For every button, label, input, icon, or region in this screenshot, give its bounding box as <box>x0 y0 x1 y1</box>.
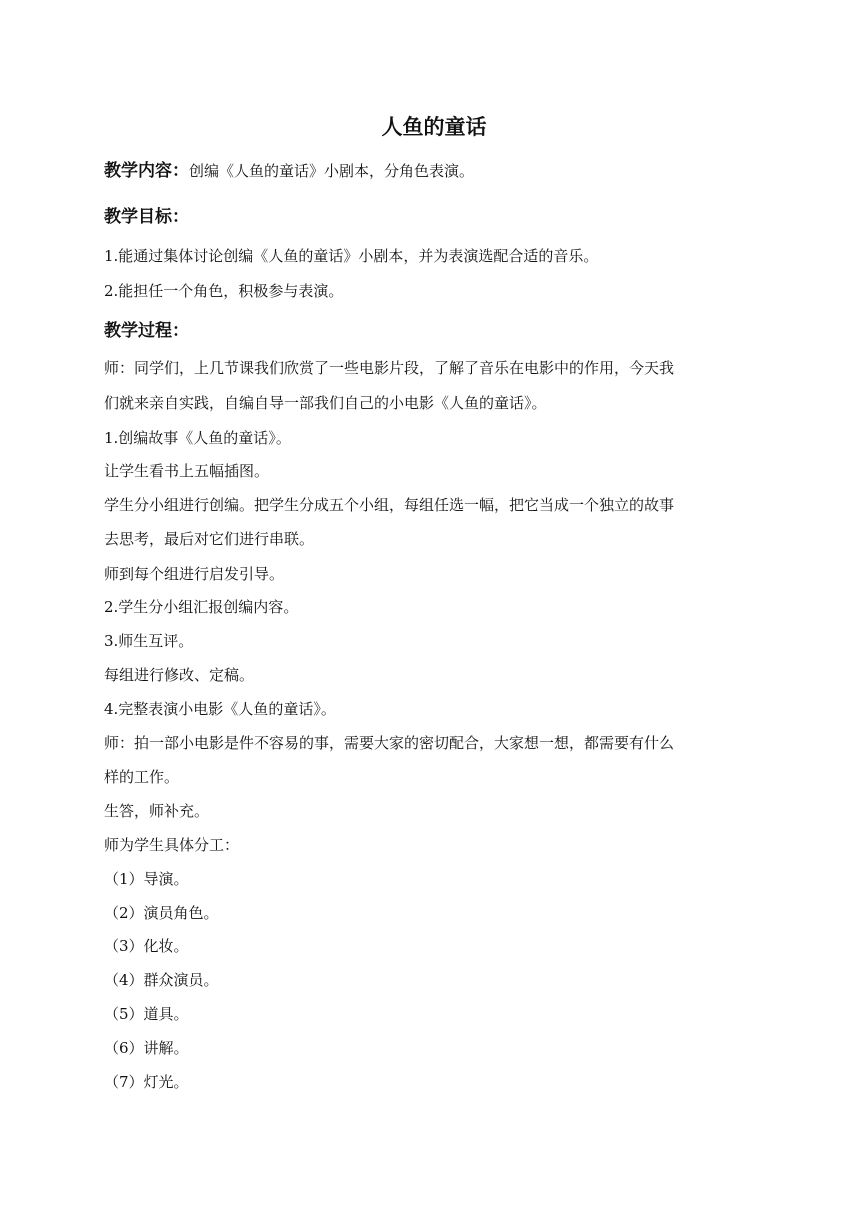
role-item: （2）演员角色。 <box>104 904 219 922</box>
role-item: （4）群众演员。 <box>104 971 219 989</box>
role-item: （3）化妆。 <box>104 937 189 955</box>
page-title: 人鱼的童话 <box>381 115 487 139</box>
process-line: 生答，师补充。 <box>104 802 210 820</box>
goal-item: 2.能担任一个角色，积极参与表演。 <box>104 282 344 300</box>
process-line: 每组进行修改、定稿。 <box>104 666 255 684</box>
process-line: 师：同学们，上几节课我们欣赏了一些电影片段，了解了音乐在电影中的作用，今天我 <box>104 359 675 377</box>
process-line: 1.创编故事《人鱼的童话》。 <box>104 429 291 447</box>
role-item: （5）道具。 <box>104 1005 189 1023</box>
process-line: 4.完整表演小电影《人鱼的童话》。 <box>104 700 336 718</box>
process-line: 师为学生具体分工： <box>104 836 240 854</box>
process-line: 去思考，最后对它们进行串联。 <box>104 530 315 548</box>
role-item: （6）讲解。 <box>104 1039 189 1057</box>
process-line: 师：拍一部小电影是件不容易的事，需要大家的密切配合，大家想一想，都需要有什么 <box>104 734 675 752</box>
role-item: （1）导演。 <box>104 870 189 888</box>
teaching-goals-heading: 教学目标： <box>104 207 189 227</box>
teaching-content-text: 创编《人鱼的童话》小剧本，分角色表演。 <box>189 162 475 180</box>
process-line: 3.师生互评。 <box>104 632 194 650</box>
process-line: 2.学生分小组汇报创编内容。 <box>104 598 299 616</box>
process-line: 们就来亲自实践，自编自导一部我们自己的小电影《人鱼的童话》。 <box>104 394 547 412</box>
process-line: 师到每个组进行启发引导。 <box>104 565 285 583</box>
process-line: 样的工作。 <box>104 768 180 786</box>
process-line: 学生分小组进行创编。把学生分成五个小组，每组任选一幅，把它当成一个独立的故事 <box>104 496 675 514</box>
teaching-content-label: 教学内容： <box>104 161 189 181</box>
teaching-content <box>104 160 764 182</box>
teaching-process-heading: 教学过程： <box>104 321 189 341</box>
role-item: （7）灯光。 <box>104 1073 189 1091</box>
process-line: 让学生看书上五幅插图。 <box>104 462 270 480</box>
goal-item: 1.能通过集体讨论创编《人鱼的童话》小剧本，并为表演选配合适的音乐。 <box>104 247 599 265</box>
